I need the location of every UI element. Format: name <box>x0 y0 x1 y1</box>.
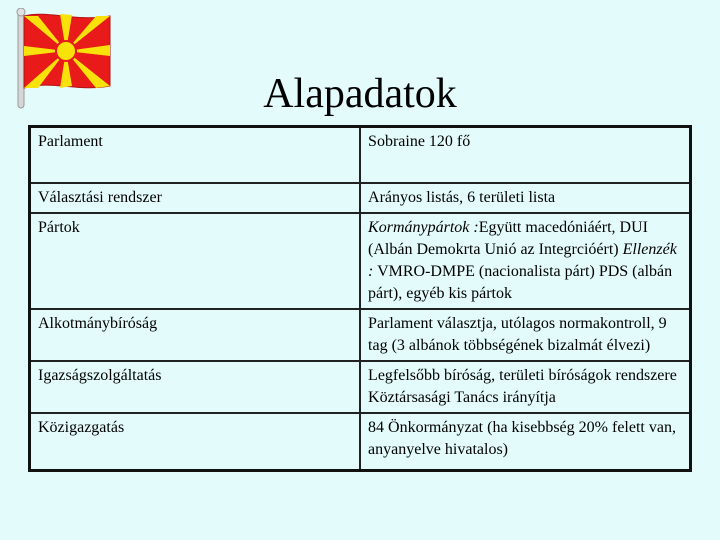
government-parties-label: Kormánypártok : <box>368 218 479 236</box>
row-label: Választási rendszer <box>30 183 361 213</box>
row-label: Alkotmánybíróság <box>30 309 361 361</box>
row-value: Arányos listás, 6 területi lista <box>360 183 690 213</box>
row-value <box>360 213 690 309</box>
row-label: Közigazgatás <box>30 413 361 471</box>
row-value: 84 Önkormányzat (ha kisebbség 20% felett van, anyanyelve hivatalos) <box>360 413 690 471</box>
row-value: Legfelsőbb bíróság, területi bíróságok rendszere Köztársasági Tanács irányítja <box>360 361 690 413</box>
table-row <box>30 361 691 413</box>
table-row <box>30 413 691 471</box>
opposition-label: Ellenzék : <box>368 240 677 280</box>
table-row <box>30 309 691 361</box>
row-value: Parlament választja, utólagos normakontroll, 9 tag (3 albánok többségének bizalmát élvezi) <box>360 309 690 361</box>
row-label: Parlament <box>30 127 361 183</box>
table-row <box>30 127 691 183</box>
opposition-text: VMRO-DMPE (nacionalista párt) PDS (albán párt), egyéb kis pártok <box>368 262 673 302</box>
row-label: Pártok <box>30 213 361 309</box>
row-label: Igazságszolgáltatás <box>30 361 361 413</box>
row-value: Sobraine 120 fő <box>360 127 690 183</box>
page-title: Alapadatok <box>263 71 457 117</box>
table-row <box>30 183 691 213</box>
government-parties-text: Együtt macedóniáért, DUI (Albán Demokrta Unió az Integrcióért) <box>368 218 648 258</box>
table-row <box>30 213 691 309</box>
data-table <box>28 125 692 472</box>
